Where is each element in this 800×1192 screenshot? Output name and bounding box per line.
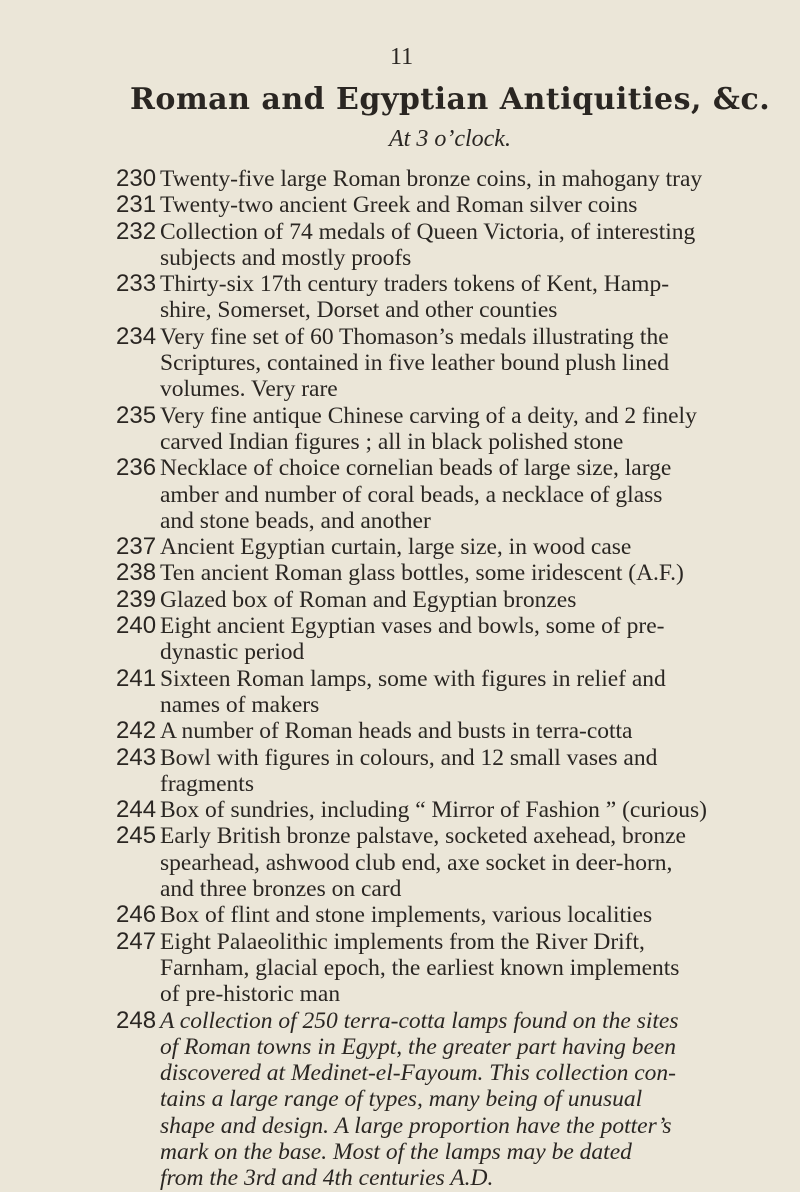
lot-description xyxy=(160,902,795,928)
lot-description-line: mark on the base. Most of the lamps may be dated xyxy=(160,1138,632,1165)
lot-description-line: Ancient Egyptian curtain, large size, in wood case xyxy=(160,534,632,561)
lot-number: 241 xyxy=(116,664,157,692)
lot-description-line: of pre-historic man xyxy=(160,981,341,1008)
lot-description-line: shire, Somerset, Dorset and other counties xyxy=(160,297,558,324)
lot-entry xyxy=(0,718,800,744)
lot-description xyxy=(160,192,795,218)
lot-number: 235 xyxy=(116,401,157,429)
lot-description xyxy=(160,613,795,666)
lot-description-line: A number of Roman heads and busts in terra-cotta xyxy=(160,718,633,745)
lot-number: 246 xyxy=(116,901,157,929)
lot-entry xyxy=(0,324,800,403)
lot-number: 245 xyxy=(116,822,157,850)
lot-description-line: names of makers xyxy=(160,691,320,718)
lot-entry xyxy=(0,745,800,798)
lot-description-line: Collection of 74 medals of Queen Victoria, of interesting xyxy=(160,218,696,245)
lot-entry xyxy=(0,560,800,586)
lot-number: 238 xyxy=(116,559,157,587)
lot-entry xyxy=(0,929,800,1008)
lot-description xyxy=(160,587,795,613)
lot-description-line: Ten ancient Roman glass bottles, some iridescent (A.F.) xyxy=(160,560,684,587)
lot-entry xyxy=(0,902,800,928)
lot-number: 237 xyxy=(116,533,157,561)
lot-description-line: Box of sundries, including “ Mirror of Fashion ” (curious) xyxy=(160,797,707,824)
lot-description-line: Sixteen Roman lamps, some with figures in relief and xyxy=(160,665,666,692)
lot-description-line: A collection of 250 terra-cotta lamps found on the sites xyxy=(160,1007,679,1034)
lot-description xyxy=(160,1008,795,1192)
lot-description xyxy=(160,271,795,324)
lot-number: 248 xyxy=(116,1006,157,1034)
lot-description-line: Very fine antique Chinese carving of a deity, and 2 finely xyxy=(160,402,697,429)
lot-number: 242 xyxy=(116,717,157,745)
page-number: 11 xyxy=(390,44,414,70)
lot-description xyxy=(160,718,795,744)
lot-description xyxy=(160,534,795,560)
lot-description-line: Eight Palaeolithic implements from the River Drift, xyxy=(160,928,645,955)
lot-description-line: carved Indian figures ; all in black polished stone xyxy=(160,428,624,455)
lot-entry xyxy=(0,455,800,534)
lot-description-line: dynastic period xyxy=(160,639,305,666)
lot-entry xyxy=(0,823,800,902)
lot-description-line: Necklace of choice cornelian beads of large size, large xyxy=(160,455,672,482)
lot-number: 232 xyxy=(116,217,157,245)
lot-description-line: Scriptures, contained in five leather bound plush lined xyxy=(160,350,670,377)
lot-description-line: spearhead, ashwood club end, axe socket in deer-horn, xyxy=(160,849,673,876)
lot-description-line: Box of flint and stone implements, various localities xyxy=(160,902,653,929)
lot-description-line: Bowl with figures in colours, and 12 small vases and xyxy=(160,744,658,771)
lot-entry xyxy=(0,271,800,324)
lot-number: 239 xyxy=(116,585,157,613)
lot-description-line: and three bronzes on card xyxy=(160,876,402,903)
lot-description xyxy=(160,666,795,719)
lot-description-line: and stone beads, and another xyxy=(160,507,431,534)
lot-number: 231 xyxy=(116,191,157,219)
lot-entry xyxy=(0,613,800,666)
lot-number: 230 xyxy=(116,165,157,192)
lot-list xyxy=(0,166,800,1192)
lot-entry xyxy=(0,1008,800,1192)
lot-description xyxy=(160,823,795,902)
lot-entry xyxy=(0,166,800,192)
lot-description-line: from the 3rd and 4th centuries A.D. xyxy=(160,1165,494,1192)
lot-entry xyxy=(0,534,800,560)
lot-description xyxy=(160,745,795,798)
lot-description-line: Very fine set of 60 Thomason’s medals illustrating the xyxy=(160,323,669,350)
lot-description xyxy=(160,455,795,534)
lot-entry xyxy=(0,192,800,218)
lot-description xyxy=(160,403,795,456)
lot-description-line: discovered at Medinet-el-Fayoum. This collection con- xyxy=(160,1060,676,1087)
lot-description xyxy=(160,929,795,1008)
lot-description-line: Eight ancient Egyptian vases and bowls, some of pre- xyxy=(160,613,665,640)
lot-description-line: Twenty-two ancient Greek and Roman silver coins xyxy=(160,192,638,219)
lot-description-line: Farnham, glacial epoch, the earliest known implements xyxy=(160,954,680,981)
lot-description xyxy=(160,166,795,192)
lot-entry xyxy=(0,587,800,613)
lot-description xyxy=(160,324,795,403)
lot-description-line: of Roman towns in Egypt, the greater part having been xyxy=(160,1033,677,1060)
lot-number: 240 xyxy=(116,612,157,640)
lot-number: 247 xyxy=(116,927,157,955)
lot-description-line: Early British bronze palstave, socketed axehead, bronze xyxy=(160,823,686,850)
lot-entry xyxy=(0,797,800,823)
lot-number: 244 xyxy=(116,796,157,824)
lot-description-line: Thirty-six 17th century traders tokens of Kent, Hamp- xyxy=(160,271,670,298)
lot-description-line: fragments xyxy=(160,770,254,797)
lot-number: 236 xyxy=(116,454,157,482)
section-heading: Roman and Egyptian Antiquities, &c. xyxy=(130,82,771,117)
lot-entry xyxy=(0,219,800,272)
lot-number: 233 xyxy=(116,270,157,298)
lot-description-line: amber and number of coral beads, a necklace of glass xyxy=(160,481,663,508)
lot-description-line: Glazed box of Roman and Egyptian bronzes xyxy=(160,586,577,613)
lot-entry xyxy=(0,403,800,456)
lot-description-line: Twenty-five large Roman bronze coins, in mahogany tray xyxy=(160,166,703,192)
lot-description xyxy=(160,560,795,586)
lot-description-line: volumes. Very rare xyxy=(160,376,338,403)
lot-number: 243 xyxy=(116,743,157,771)
lot-entry xyxy=(0,666,800,719)
lot-description-line: subjects and mostly proofs xyxy=(160,244,412,271)
section-subheading: At 3 o’clock. xyxy=(389,126,511,152)
lot-description xyxy=(160,219,795,272)
lot-description xyxy=(160,797,795,823)
lot-description-line: tains a large range of types, many being of unusual xyxy=(160,1086,643,1113)
lot-number: 234 xyxy=(116,322,157,350)
lot-description-line: shape and design. A large proportion have the potter’s xyxy=(160,1112,672,1139)
